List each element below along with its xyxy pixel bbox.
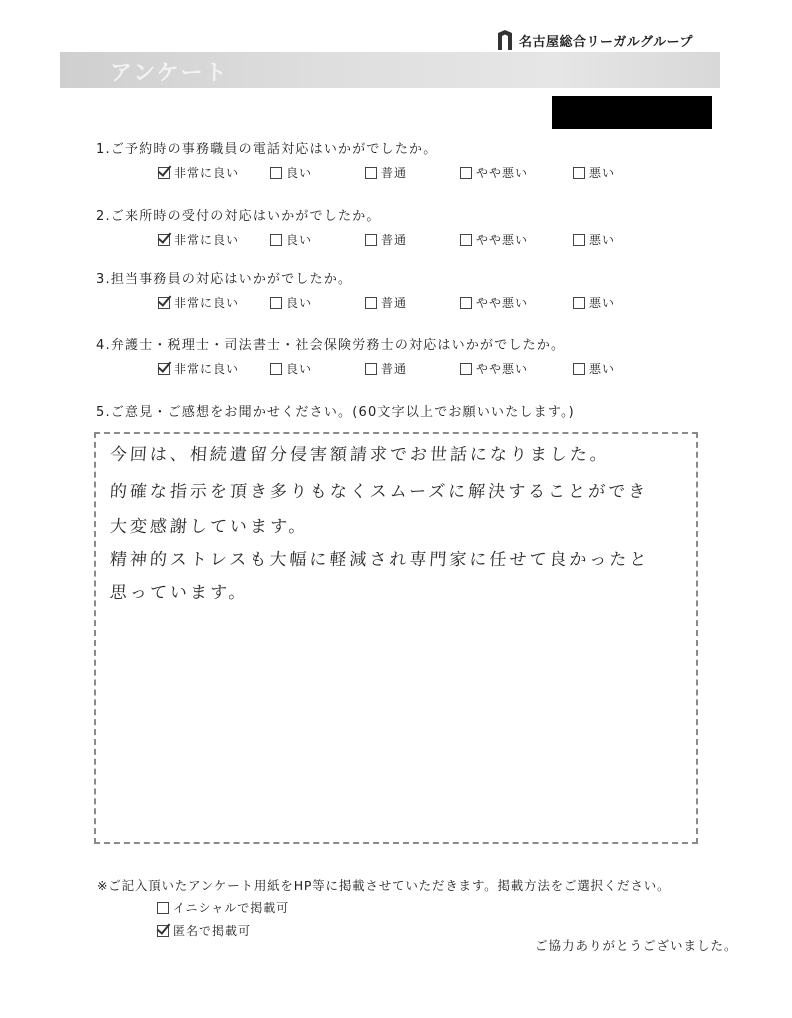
thanks-message: ご協力ありがとうございました。 <box>535 938 738 953</box>
checkbox[interactable] <box>365 363 377 375</box>
question-4-title: 4.弁護士・税理士・司法書士・社会保険労務士の対応はいかがでしたか。 <box>96 338 566 353</box>
page-title: アンケート <box>110 61 229 86</box>
comment-line-4: 精神的ストレスも大幅に軽減され専門家に任せて良かったと <box>109 550 651 570</box>
logo-mark-icon <box>497 30 513 50</box>
checkbox[interactable] <box>270 363 282 375</box>
checkbox-checked[interactable] <box>157 925 169 937</box>
q2-option-good[interactable]: 良い <box>270 231 312 248</box>
checkbox[interactable] <box>270 167 282 179</box>
comment-line-1: 今回は、相続遺留分侵害額請求でお世話になりました。 <box>109 445 611 465</box>
checkbox[interactable] <box>573 297 585 309</box>
q3-option-very-good[interactable]: 非常に良い <box>158 294 239 311</box>
question-3-title: 3.担当事務員の対応はいかがでしたか。 <box>96 272 353 287</box>
question-2-title: 2.ご来所時の受付の対応はいかがでしたか。 <box>96 209 381 224</box>
checkbox[interactable] <box>270 234 282 246</box>
checkbox[interactable] <box>365 297 377 309</box>
q1-option-good[interactable]: 良い <box>270 164 312 181</box>
publication-note: ※ご記入頂いたアンケート用紙をHP等に掲載させていただきます。掲載方法をご選択ください。 <box>97 878 671 893</box>
checkbox-checked[interactable] <box>158 234 170 246</box>
q1-option-very-good[interactable]: 非常に良い <box>158 164 239 181</box>
checkbox[interactable] <box>157 902 169 914</box>
q4-option-good[interactable]: 良い <box>270 360 312 377</box>
checkbox[interactable] <box>460 363 472 375</box>
q4-option-bad[interactable]: 悪い <box>573 360 615 377</box>
checkbox-checked[interactable] <box>158 363 170 375</box>
q2-option-very-good[interactable]: 非常に良い <box>158 231 239 248</box>
q3-option-good[interactable]: 良い <box>270 294 312 311</box>
checkbox[interactable] <box>573 363 585 375</box>
checkbox[interactable] <box>365 234 377 246</box>
checkbox[interactable] <box>460 234 472 246</box>
publish-initial-option[interactable]: イニシャルで掲載可 <box>157 899 289 916</box>
checkbox[interactable] <box>573 234 585 246</box>
comment-line-3: 大変感謝しています。 <box>109 517 310 537</box>
redaction-block <box>552 96 712 129</box>
logo-text: 名古屋総合リーガルグループ <box>519 34 693 50</box>
q4-option-normal[interactable]: 普通 <box>365 360 407 377</box>
question-1-title: 1.ご予約時の事務職員の電話対応はいかがでしたか。 <box>96 142 438 157</box>
checkbox-checked[interactable] <box>158 167 170 179</box>
q4-option-somewhat-bad[interactable]: やや悪い <box>460 360 528 377</box>
q3-option-bad[interactable]: 悪い <box>573 294 615 311</box>
q2-option-somewhat-bad[interactable]: やや悪い <box>460 231 528 248</box>
checkbox[interactable] <box>573 167 585 179</box>
q1-option-somewhat-bad[interactable]: やや悪い <box>460 164 528 181</box>
q4-option-very-good[interactable]: 非常に良い <box>158 360 239 377</box>
q3-option-normal[interactable]: 普通 <box>365 294 407 311</box>
question-5-title: 5.ご意見・ご感想をお聞かせください。(60文字以上でお願いいたします。) <box>96 405 575 420</box>
checkbox-checked[interactable] <box>158 297 170 309</box>
q1-option-bad[interactable]: 悪い <box>573 164 615 181</box>
company-logo <box>497 30 693 50</box>
checkbox[interactable] <box>270 297 282 309</box>
checkbox[interactable] <box>460 297 472 309</box>
comment-line-2: 的確な指示を頂き多りもなくスムーズに解決することができ <box>109 482 649 502</box>
q1-option-normal[interactable]: 普通 <box>365 164 407 181</box>
publish-anonymous-option[interactable]: 匿名で掲載可 <box>157 922 251 939</box>
checkbox[interactable] <box>460 167 472 179</box>
q3-option-somewhat-bad[interactable]: やや悪い <box>460 294 528 311</box>
q2-option-normal[interactable]: 普通 <box>365 231 407 248</box>
comment-line-5: 思っています。 <box>109 583 250 603</box>
checkbox[interactable] <box>365 167 377 179</box>
q2-option-bad[interactable]: 悪い <box>573 231 615 248</box>
